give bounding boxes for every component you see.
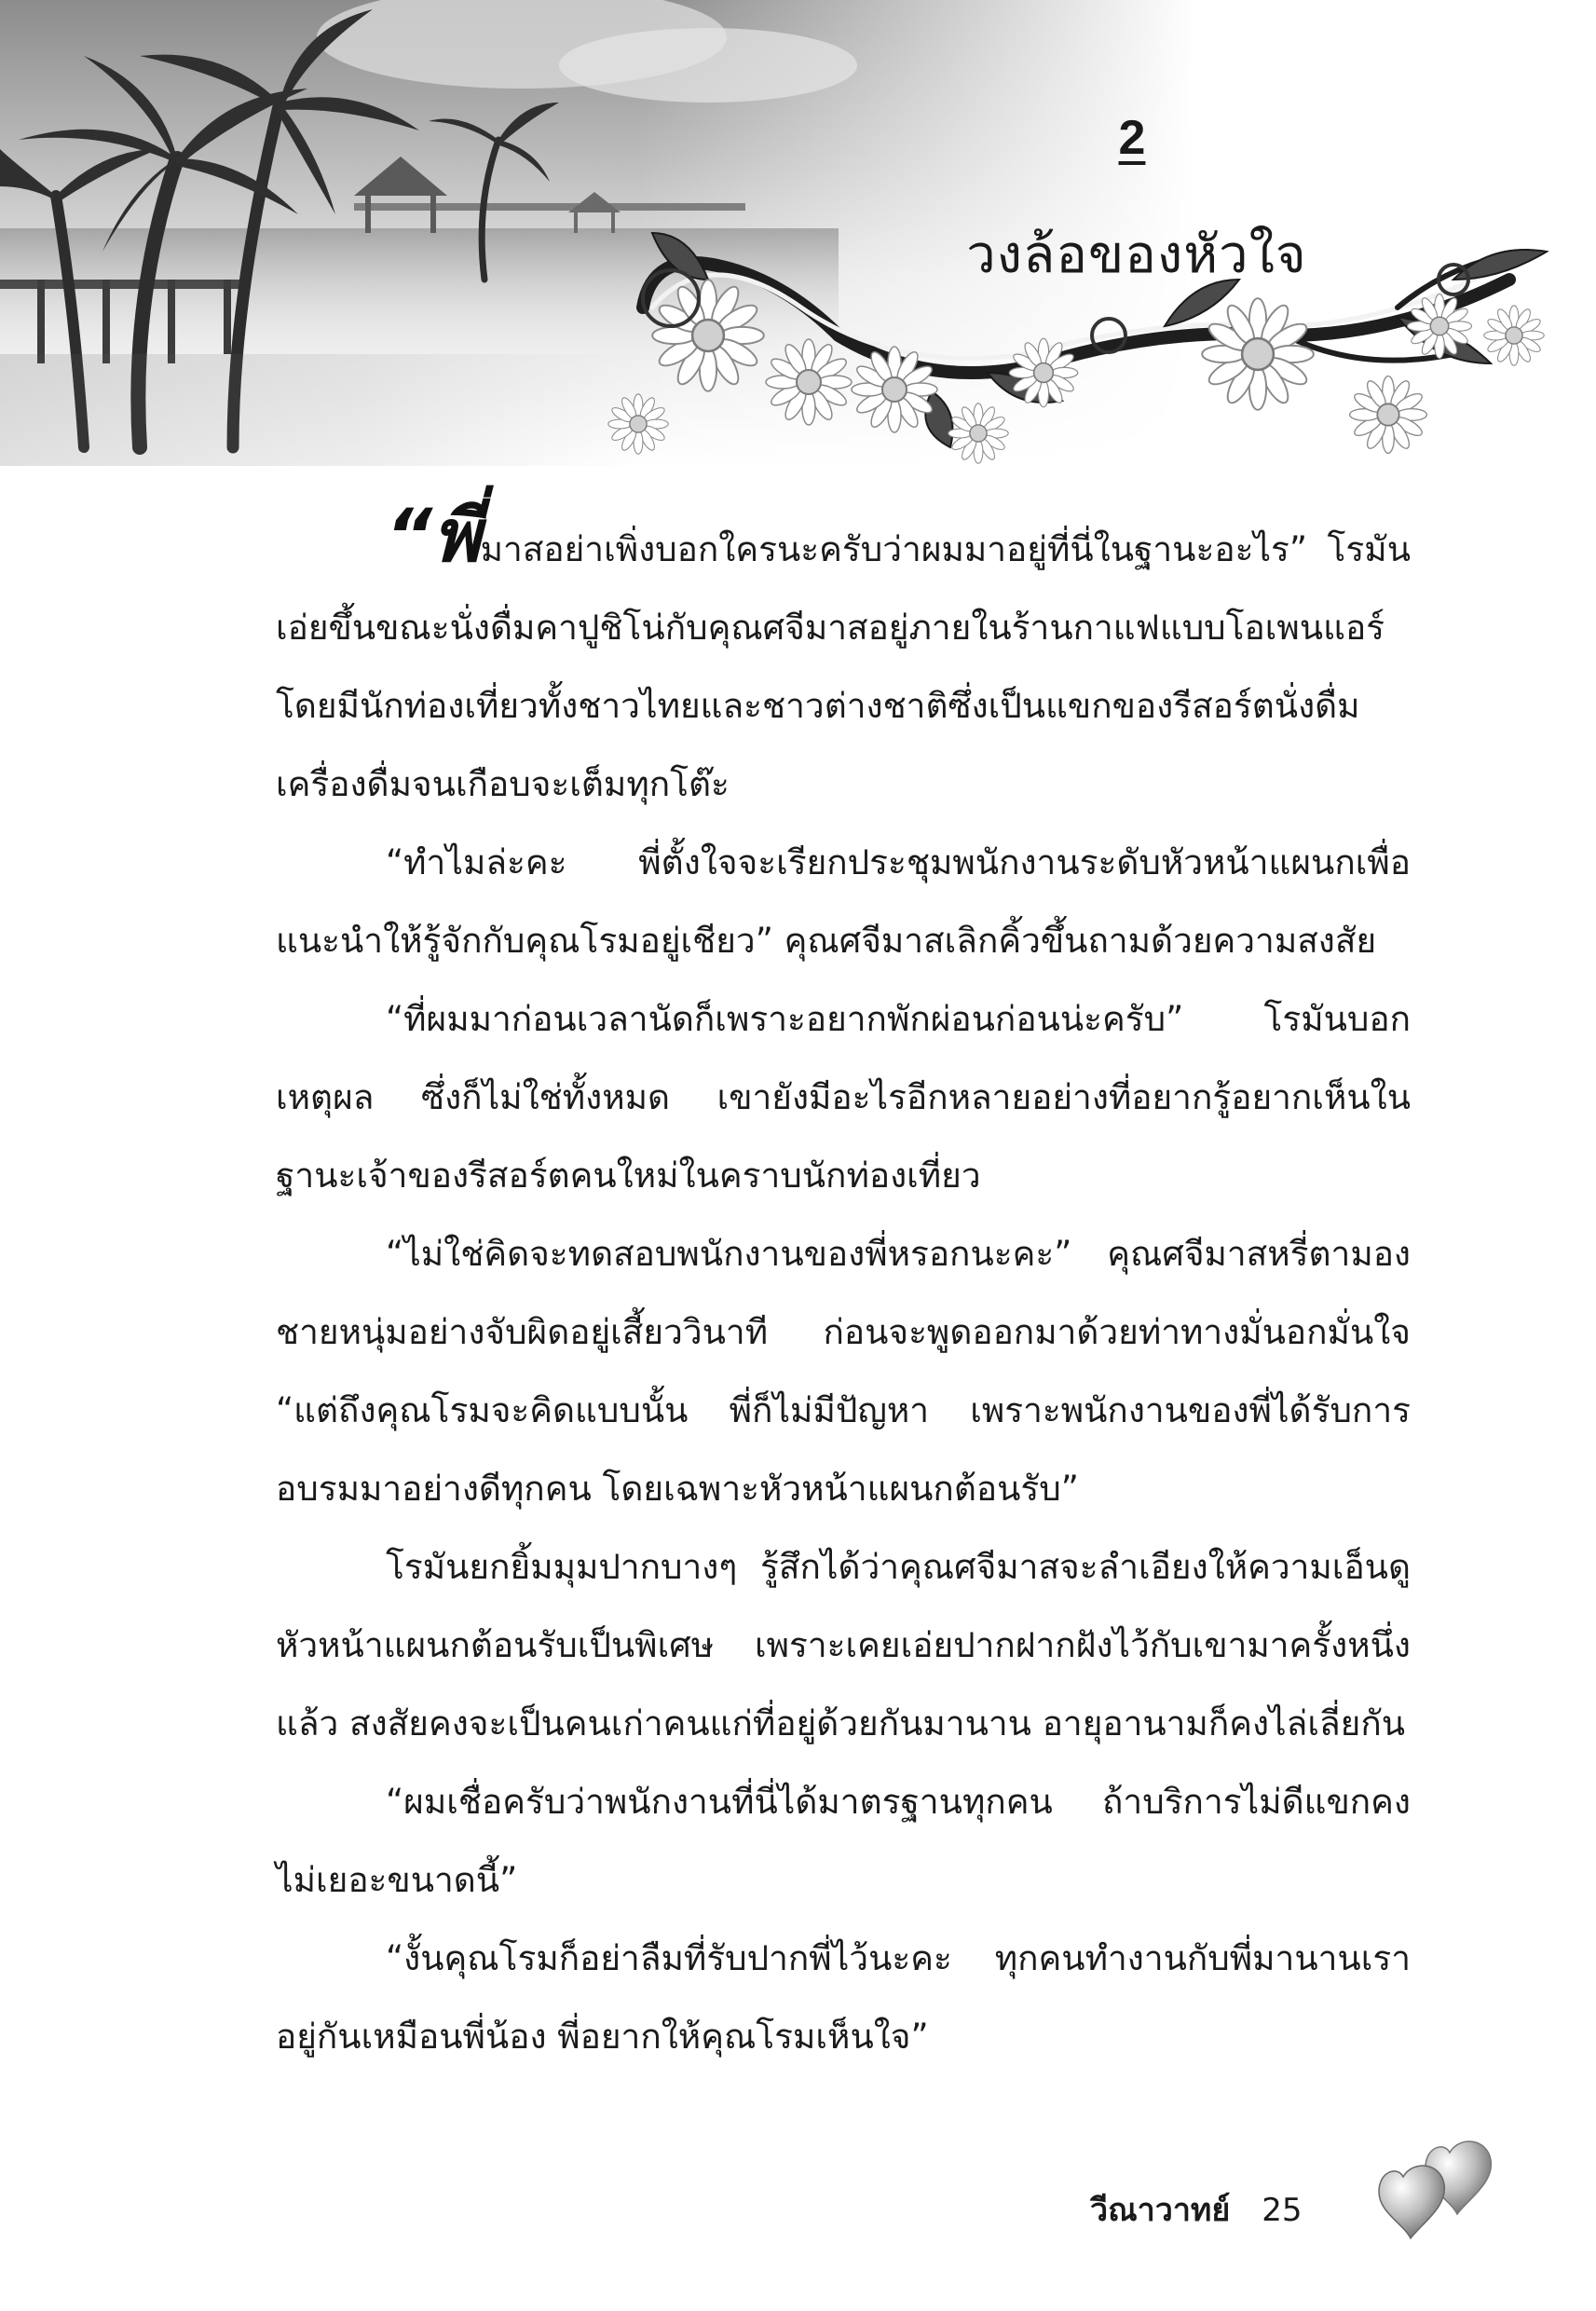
paragraph-1 bbox=[276, 495, 1411, 824]
header-illustration bbox=[0, 0, 1596, 466]
chapter-body bbox=[276, 495, 1411, 2076]
paragraph-5: โรมันยกยิ้มมุมปากบางๆ รู้สึกได้ว่าคุณศจีมาสจะลำเอียงให้ความเอ็นดูหัวหน้าแผนกต้อนรับเป็นพิเศษ เพราะเคยเอ่ยปากฝากฝังไว้กับเขามาครั้งหนึ่งแล้ว สงสัยคงจะเป็นคนเก่าคนแก่ที่อยู่ด้วยกันมานาน อายุอานามก็คงไล่เลี่ยกัน bbox=[276, 1547, 1411, 1744]
silver-hearts-icon bbox=[1368, 2134, 1507, 2246]
page-footer bbox=[1090, 2184, 1303, 2235]
drop-word: “พี่ bbox=[386, 495, 481, 579]
sunflower-vine-ornament-icon bbox=[0, 0, 1596, 466]
book-title: วีณาวาทย์ bbox=[1090, 2192, 1231, 2229]
paragraph-6: “ผมเชื่อครับว่าพนักงานที่นี่ได้มาตรฐานทุกคน ถ้าบริการไม่ดีแขกคงไม่เยอะขนาดนี้” bbox=[276, 1782, 1411, 1900]
paragraph-text: มาสอย่าเพิ่งบอกใครนะครับว่าผมมาอยู่ที่นี่ในฐานะอะไร” โรมันเอ่ยขึ้นขณะนั่งดื่มคาปูชิโน่กับคุณศจีมาสอยู่ภายในร้านกาแฟแบบโอเพนแอร์ โดยมีนักท่องเที่ยวทั้งชาวไทยและชาวต่างชาติซึ่งเป็นแขกของรีสอร์ตนั่งดื่มเครื่องดื่มจนเกือบจะเต็มทุกโต๊ะ bbox=[276, 529, 1411, 804]
paragraph-7: “งั้นคุณโรมก็อย่าลืมที่รับปากพี่ไว้นะคะ ทุกคนทำงานกับพี่มานานเราอยู่กันเหมือนพี่น้อง พี่อยากให้คุณโรมเห็นใจ” bbox=[276, 1938, 1411, 2057]
paragraph-3: “ที่ผมมาก่อนเวลานัดก็เพราะอยากพักผ่อนก่อนน่ะครับ” โรมันบอกเหตุผล ซึ่งก็ไม่ใช่ทั้งหมด เขายังมีอะไรอีกหลายอย่างที่อยากรู้อยากเห็นในฐานะเจ้าของรีสอร์ตคนใหม่ในคราบนักท่องเที่ยว bbox=[276, 999, 1411, 1196]
paragraph-4: “ไม่ใช่คิดจะทดสอบพนักงานของพี่หรอกนะคะ” คุณศจีมาสหรี่ตามองชายหนุ่มอย่างจับผิดอยู่เสี้ยววินาที ก่อนจะพูดออกมาด้วยท่าทางมั่นอกมั่นใจ “แต่ถึงคุณโรมจะคิดแบบนั้น พี่ก็ไม่มีปัญหา เพราะพนักงานของพี่ได้รับการอบรมมาอย่างดีทุกคน โดยเฉพาะหัวหน้าแผนกต้อนรับ” bbox=[276, 1234, 1411, 1509]
paragraph-2: “ทำไมล่ะคะ พี่ตั้งใจจะเรียกประชุมพนักงานระดับหัวหน้าแผนกเพื่อแนะนำให้รู้จักกับคุณโรมอยู่เชียว” คุณศจีมาสเลิกคิ้วขึ้นถามด้วยความสงสัย bbox=[276, 842, 1411, 961]
chapter-title: วงล้อของหัวใจ bbox=[966, 225, 1307, 285]
chapter-number: 2 bbox=[1118, 111, 1146, 165]
page-number: 25 bbox=[1262, 2192, 1303, 2229]
